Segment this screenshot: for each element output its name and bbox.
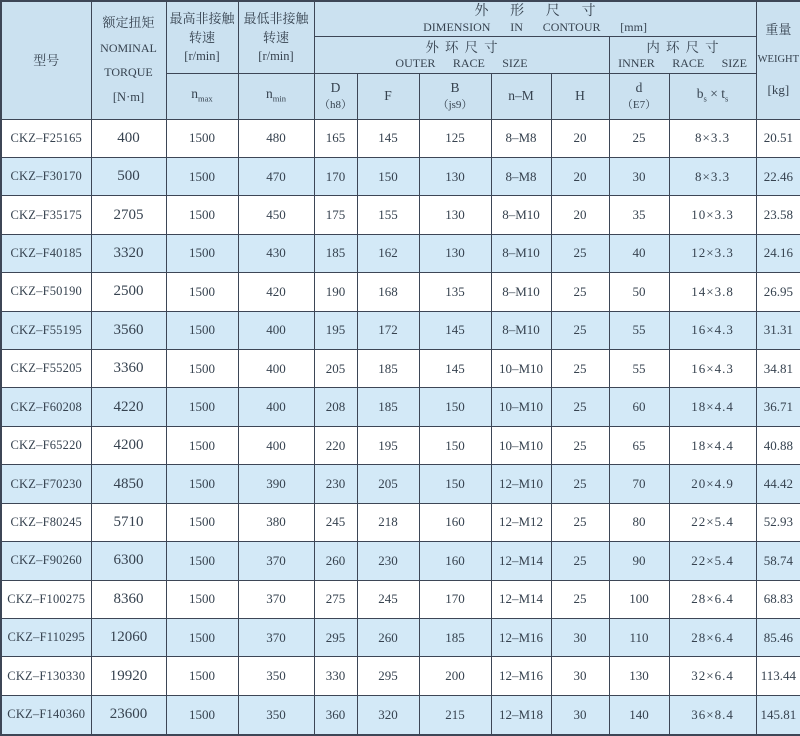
model-cell: CKZ–F130330 — [1, 657, 91, 695]
bt-b-symbol: b — [696, 85, 704, 101]
B-cell: 130 — [419, 196, 491, 234]
B-cell: 130 — [419, 157, 491, 195]
H-cell: 30 — [551, 657, 609, 695]
nM-cell: 12–M10 — [491, 465, 551, 503]
H-cell: 25 — [551, 426, 609, 464]
table-row — [1, 311, 800, 349]
weight-cell: 34.81 — [756, 350, 800, 388]
weight-cell: 113.44 — [756, 657, 800, 695]
d-cell: 65 — [609, 426, 669, 464]
nmin-cell: 420 — [238, 273, 314, 311]
F-cell: 260 — [357, 618, 419, 656]
table-row — [1, 580, 800, 618]
nM-symbol: n–M — [508, 88, 534, 103]
B-cell: 200 — [419, 657, 491, 695]
nmax-cell: 1500 — [166, 388, 238, 426]
D-tolerance: （h8） — [319, 99, 352, 111]
torque-cell: 19920 — [91, 657, 166, 695]
model-cell: CKZ–F50190 — [1, 273, 91, 311]
nmax-cell: 1500 — [166, 119, 238, 157]
outer-race-cn: 外环尺寸 — [425, 39, 504, 55]
table-row — [1, 695, 800, 735]
weight-cell: 26.95 — [756, 273, 800, 311]
H-symbol: H — [575, 88, 585, 103]
weight-cell: 23.58 — [756, 196, 800, 234]
bt-cell: 20×4.9 — [669, 465, 756, 503]
nmin-cell: 400 — [238, 350, 314, 388]
weight-cell: 85.46 — [756, 618, 800, 656]
D-cell: 170 — [314, 157, 357, 195]
B-cell: 150 — [419, 388, 491, 426]
col-header-nM — [491, 73, 551, 119]
H-cell: 25 — [551, 273, 609, 311]
torque-cell: 3560 — [91, 311, 166, 349]
D-cell: 275 — [314, 580, 357, 618]
F-cell: 295 — [357, 657, 419, 695]
torque-cell: 4850 — [91, 465, 166, 503]
nM-cell: 12–M16 — [491, 657, 551, 695]
nmax-cell: 1500 — [166, 695, 238, 735]
bt-cell: 14×3.8 — [669, 273, 756, 311]
weight-header-en: WEIGHT — [757, 54, 800, 66]
d-cell: 70 — [609, 465, 669, 503]
model-cell: CKZ–F25165 — [1, 119, 91, 157]
bt-t-subscript: s — [724, 93, 729, 104]
nmin-header-cn1: 最低非接触 — [243, 10, 309, 26]
inner-race-cn: 内环尺寸 — [646, 39, 725, 55]
group-header-outer-race — [314, 36, 609, 73]
D-cell: 330 — [314, 657, 357, 695]
B-symbol: B — [450, 80, 460, 95]
model-cell: CKZ–F55205 — [1, 350, 91, 388]
col-header-nmin-symbol — [238, 73, 314, 119]
nmax-cell: 1500 — [166, 426, 238, 464]
bt-cell: 16×4.3 — [669, 350, 756, 388]
bt-cell: 10×3.3 — [669, 196, 756, 234]
D-cell: 195 — [314, 311, 357, 349]
col-header-torque — [91, 1, 166, 119]
nM-cell: 10–M10 — [491, 350, 551, 388]
model-cell: CKZ–F100275 — [1, 580, 91, 618]
B-cell: 170 — [419, 580, 491, 618]
F-cell: 205 — [357, 465, 419, 503]
torque-cell: 3320 — [91, 234, 166, 272]
F-cell: 162 — [357, 234, 419, 272]
bt-cell: 18×4.4 — [669, 426, 756, 464]
d-cell: 60 — [609, 388, 669, 426]
table-row — [1, 657, 800, 695]
model-cell: CKZ–F60208 — [1, 388, 91, 426]
B-cell: 150 — [419, 426, 491, 464]
table-row — [1, 119, 800, 157]
nmax-header-cn1: 最高非接触 — [169, 10, 235, 26]
H-cell: 25 — [551, 311, 609, 349]
nmax-cell: 1500 — [166, 234, 238, 272]
nmin-cell: 350 — [238, 695, 314, 735]
nmax-symbol: n — [191, 85, 199, 101]
col-header-F — [357, 73, 419, 119]
H-cell: 20 — [551, 157, 609, 195]
nmax-header-unit: [r/min] — [184, 48, 220, 63]
F-cell: 145 — [357, 119, 419, 157]
group-header-inner-race — [609, 36, 756, 73]
nmin-cell: 400 — [238, 388, 314, 426]
d-cell: 35 — [609, 196, 669, 234]
nmin-header-cn2: 转速 — [262, 29, 289, 45]
nmin-cell: 450 — [238, 196, 314, 234]
nmin-cell: 350 — [238, 657, 314, 695]
table-row — [1, 542, 800, 580]
torque-header-en2: TORQUE — [104, 65, 153, 80]
d-cell: 110 — [609, 618, 669, 656]
table-row — [1, 503, 800, 541]
col-header-d — [609, 73, 669, 119]
nmax-cell: 1500 — [166, 580, 238, 618]
H-cell: 30 — [551, 618, 609, 656]
weight-header-cn: 重量 — [765, 22, 792, 38]
d-cell: 55 — [609, 350, 669, 388]
H-cell: 25 — [551, 388, 609, 426]
torque-cell: 500 — [91, 157, 166, 195]
weight-cell: 68.83 — [756, 580, 800, 618]
B-cell: 130 — [419, 234, 491, 272]
B-cell: 160 — [419, 503, 491, 541]
B-tolerance: （js9） — [437, 99, 473, 111]
F-cell: 185 — [357, 388, 419, 426]
model-cell: CKZ–F140360 — [1, 695, 91, 735]
d-cell: 55 — [609, 311, 669, 349]
col-header-B — [419, 73, 491, 119]
d-tolerance: （E7） — [621, 99, 657, 111]
nmin-cell: 370 — [238, 542, 314, 580]
d-cell: 140 — [609, 695, 669, 735]
F-symbol: F — [384, 88, 392, 103]
model-cell: CKZ–F80245 — [1, 503, 91, 541]
F-cell: 230 — [357, 542, 419, 580]
D-cell: 260 — [314, 542, 357, 580]
table-row — [1, 350, 800, 388]
d-cell: 30 — [609, 157, 669, 195]
torque-cell: 5710 — [91, 503, 166, 541]
H-cell: 20 — [551, 119, 609, 157]
nM-cell: 8–M8 — [491, 119, 551, 157]
model-cell: CKZ–F70230 — [1, 465, 91, 503]
nM-cell: 12–M16 — [491, 618, 551, 656]
nM-cell: 12–M18 — [491, 695, 551, 735]
outer-race-en: OUTER RACE SIZE — [395, 55, 528, 70]
inner-race-en: INNER RACE SIZE — [618, 55, 747, 70]
col-header-model — [1, 1, 91, 119]
model-cell: CKZ–F110295 — [1, 618, 91, 656]
nM-cell: 8–M10 — [491, 311, 551, 349]
F-cell: 185 — [357, 350, 419, 388]
F-cell: 168 — [357, 273, 419, 311]
nmax-cell: 1500 — [166, 273, 238, 311]
H-cell: 25 — [551, 234, 609, 272]
weight-cell: 44.42 — [756, 465, 800, 503]
col-header-H — [551, 73, 609, 119]
d-cell: 130 — [609, 657, 669, 695]
nmax-header-cn2: 转速 — [188, 29, 215, 45]
nmin-subscript: min — [272, 93, 286, 104]
D-cell: 220 — [314, 426, 357, 464]
col-header-nmax-symbol — [166, 73, 238, 119]
bt-cell: 8×3.3 — [669, 157, 756, 195]
torque-header-en1: NOMINAL — [100, 41, 157, 56]
d-cell: 100 — [609, 580, 669, 618]
model-cell: CKZ–F55195 — [1, 311, 91, 349]
nM-cell: 12–M14 — [491, 542, 551, 580]
weight-cell: 20.51 — [756, 119, 800, 157]
F-cell: 172 — [357, 311, 419, 349]
model-cell: CKZ–F30170 — [1, 157, 91, 195]
nmax-cell: 1500 — [166, 657, 238, 695]
F-cell: 320 — [357, 695, 419, 735]
F-cell: 218 — [357, 503, 419, 541]
table-row — [1, 426, 800, 464]
torque-cell: 8360 — [91, 580, 166, 618]
bt-cell: 28×6.4 — [669, 618, 756, 656]
model-cell: CKZ–F90260 — [1, 542, 91, 580]
table-row — [1, 273, 800, 311]
D-cell: 205 — [314, 350, 357, 388]
weight-cell: 31.31 — [756, 311, 800, 349]
H-cell: 20 — [551, 196, 609, 234]
H-cell: 30 — [551, 695, 609, 735]
table-header — [1, 1, 800, 119]
nmax-cell: 1500 — [166, 350, 238, 388]
bt-cell: 18×4.4 — [669, 388, 756, 426]
D-cell: 295 — [314, 618, 357, 656]
D-cell: 360 — [314, 695, 357, 735]
torque-cell: 4220 — [91, 388, 166, 426]
B-cell: 150 — [419, 465, 491, 503]
B-cell: 215 — [419, 695, 491, 735]
d-cell: 80 — [609, 503, 669, 541]
F-cell: 150 — [357, 157, 419, 195]
nmax-cell: 1500 — [166, 157, 238, 195]
B-cell: 135 — [419, 273, 491, 311]
nmax-cell: 1500 — [166, 542, 238, 580]
col-header-bt — [669, 73, 756, 119]
D-cell: 245 — [314, 503, 357, 541]
bt-cell: 12×3.3 — [669, 234, 756, 272]
table-row — [1, 234, 800, 272]
bt-b-subscript: s — [703, 93, 707, 104]
torque-header-cn: 额定扭矩 — [102, 15, 155, 31]
torque-cell: 2500 — [91, 273, 166, 311]
H-cell: 25 — [551, 465, 609, 503]
dimension-header-cn: 外形尺寸 — [474, 3, 618, 19]
weight-cell: 40.88 — [756, 426, 800, 464]
H-cell: 25 — [551, 350, 609, 388]
nmin-cell: 370 — [238, 618, 314, 656]
torque-cell: 12060 — [91, 618, 166, 656]
bt-cell: 32×6.4 — [669, 657, 756, 695]
bt-cell: 8×3.3 — [669, 119, 756, 157]
nM-cell: 8–M8 — [491, 157, 551, 195]
B-cell: 145 — [419, 311, 491, 349]
table-row — [1, 196, 800, 234]
nmax-cell: 1500 — [166, 196, 238, 234]
nmin-cell: 400 — [238, 311, 314, 349]
group-header-dimension — [314, 1, 756, 36]
nmin-cell: 430 — [238, 234, 314, 272]
nmin-cell: 470 — [238, 157, 314, 195]
d-cell: 90 — [609, 542, 669, 580]
bt-cell: 16×4.3 — [669, 311, 756, 349]
weight-header-unit: [kg] — [767, 82, 790, 98]
weight-cell: 36.71 — [756, 388, 800, 426]
D-cell: 185 — [314, 234, 357, 272]
F-cell: 155 — [357, 196, 419, 234]
nmax-cell: 1500 — [166, 618, 238, 656]
nmin-cell: 390 — [238, 465, 314, 503]
nmin-cell: 400 — [238, 426, 314, 464]
nmin-symbol: n — [266, 85, 273, 101]
D-cell: 165 — [314, 119, 357, 157]
nM-cell: 10–M10 — [491, 388, 551, 426]
nmax-cell: 1500 — [166, 465, 238, 503]
bt-cell: 28×6.4 — [669, 580, 756, 618]
nM-cell: 8–M10 — [491, 273, 551, 311]
weight-cell: 22.46 — [756, 157, 800, 195]
bt-t-symbol: t — [721, 85, 725, 101]
D-cell: 230 — [314, 465, 357, 503]
multiply-sign: × — [710, 85, 718, 101]
weight-cell: 145.81 — [756, 695, 800, 735]
nM-cell: 12–M12 — [491, 503, 551, 541]
B-cell: 125 — [419, 119, 491, 157]
torque-cell: 6300 — [91, 542, 166, 580]
nmin-cell: 480 — [238, 119, 314, 157]
weight-cell: 58.74 — [756, 542, 800, 580]
model-cell: CKZ–F65220 — [1, 426, 91, 464]
nmin-header-unit: [r/min] — [258, 48, 294, 63]
H-cell: 25 — [551, 503, 609, 541]
bt-cell: 22×5.4 — [669, 503, 756, 541]
torque-cell: 2705 — [91, 196, 166, 234]
dimension-header-en: DIMENSION IN CONTOUR [mm] — [423, 19, 647, 34]
nM-cell: 8–M10 — [491, 196, 551, 234]
D-symbol: D — [330, 80, 341, 95]
bt-cell: 36×8.4 — [669, 695, 756, 735]
col-header-D — [314, 73, 357, 119]
nM-cell: 12–M14 — [491, 580, 551, 618]
table-row — [1, 157, 800, 195]
d-cell: 50 — [609, 273, 669, 311]
H-cell: 25 — [551, 542, 609, 580]
nM-cell: 10–M10 — [491, 426, 551, 464]
F-cell: 245 — [357, 580, 419, 618]
col-header-weight — [756, 1, 800, 119]
nM-cell: 8–M10 — [491, 234, 551, 272]
model-cell: CKZ–F40185 — [1, 234, 91, 272]
torque-cell: 4200 — [91, 426, 166, 464]
torque-cell: 3360 — [91, 350, 166, 388]
F-cell: 195 — [357, 426, 419, 464]
D-cell: 208 — [314, 388, 357, 426]
table-body — [1, 119, 800, 735]
model-cell: CKZ–F35175 — [1, 196, 91, 234]
col-header-nmin — [238, 1, 314, 73]
table-row — [1, 465, 800, 503]
nmax-subscript: max — [198, 93, 213, 104]
col-header-nmax — [166, 1, 238, 73]
B-cell: 145 — [419, 350, 491, 388]
nmin-cell: 370 — [238, 580, 314, 618]
torque-cell: 23600 — [91, 695, 166, 735]
nmax-cell: 1500 — [166, 503, 238, 541]
D-cell: 175 — [314, 196, 357, 234]
d-cell: 40 — [609, 234, 669, 272]
d-cell: 25 — [609, 119, 669, 157]
torque-cell: 400 — [91, 119, 166, 157]
nmin-cell: 380 — [238, 503, 314, 541]
bt-cell: 22×5.4 — [669, 542, 756, 580]
H-cell: 25 — [551, 580, 609, 618]
weight-cell: 24.16 — [756, 234, 800, 272]
torque-header-unit: [N·m] — [112, 90, 145, 105]
table-row — [1, 618, 800, 656]
weight-cell: 52.93 — [756, 503, 800, 541]
D-cell: 190 — [314, 273, 357, 311]
nmax-cell: 1500 — [166, 311, 238, 349]
B-cell: 160 — [419, 542, 491, 580]
model-header-label: 型号 — [33, 52, 60, 68]
table-row — [1, 388, 800, 426]
d-symbol: d — [635, 80, 643, 95]
B-cell: 185 — [419, 618, 491, 656]
